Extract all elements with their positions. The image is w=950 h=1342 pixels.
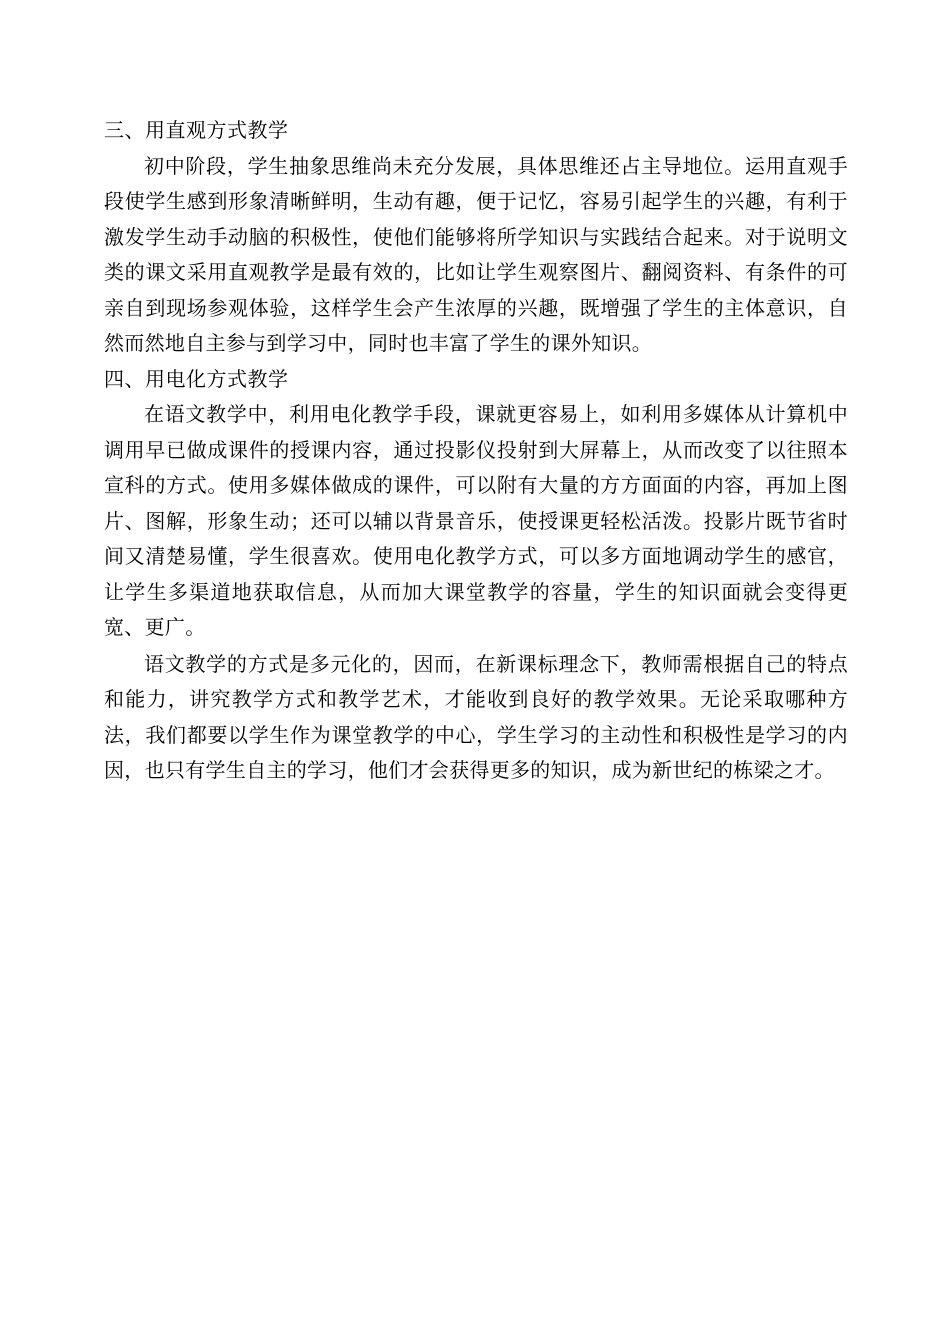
paragraph-electronic-teaching: 在语文教学中，利用电化教学手段，课就更容易上，如利用多媒体从计算机中调用早已做成课件的授课内容，通过投影仪投射到大屏幕上，从而改变了以往照本宣科的方式。使用多媒体做成的课件，可以附有大量的方方面面的内容，再加上图片、图解，形象生动；还可以辅以背景音乐，使授课更轻松活泼。投影片既节省时间又清楚易懂，学生很喜欢。使用电化教学方式，可以多方面地调动学生的感官，让学生多渠道地获取信息，从而加大课堂教学的容量，学生的知识面就会变得更宽、更广。 <box>104 402 848 639</box>
document-body <box>104 113 848 789</box>
paragraph-intuitive-teaching: 初中阶段，学生抽象思维尚未充分发展，具体思维还占主导地位。运用直观手段使学生感到形象清晰鲜明，生动有趣，便于记忆，容易引起学生的兴趣，有利于激发学生动手动脑的积极性，使他们能够将所学知识与实践结合起来。对于说明文类的课文采用直观教学是最有效的，比如让学生观察图片、翻阅资料、有条件的可亲自到现场参观体验，这样学生会产生浓厚的兴趣，既增强了学生的主体意识，自然而然地自主参与到学习中，同时也丰富了学生的课外知识。 <box>104 153 848 355</box>
paragraph-conclusion: 语文教学的方式是多元化的，因而，在新课标理念下，教师需根据自己的特点和能力，讲究教学方式和教学艺术，才能收到良好的教学效果。无论采取哪种方法，我们都要以学生作为课堂教学的中心，学生学习的主动性和积极性是学习的内因，也只有学生自主的学习，他们才会获得更多的知识，成为新世纪的栋梁之才。 <box>104 651 848 782</box>
section-heading-electronic-teaching: 四、用电化方式教学 <box>104 366 289 391</box>
section-heading-intuitive-teaching: 三、用直观方式教学 <box>104 118 289 142</box>
